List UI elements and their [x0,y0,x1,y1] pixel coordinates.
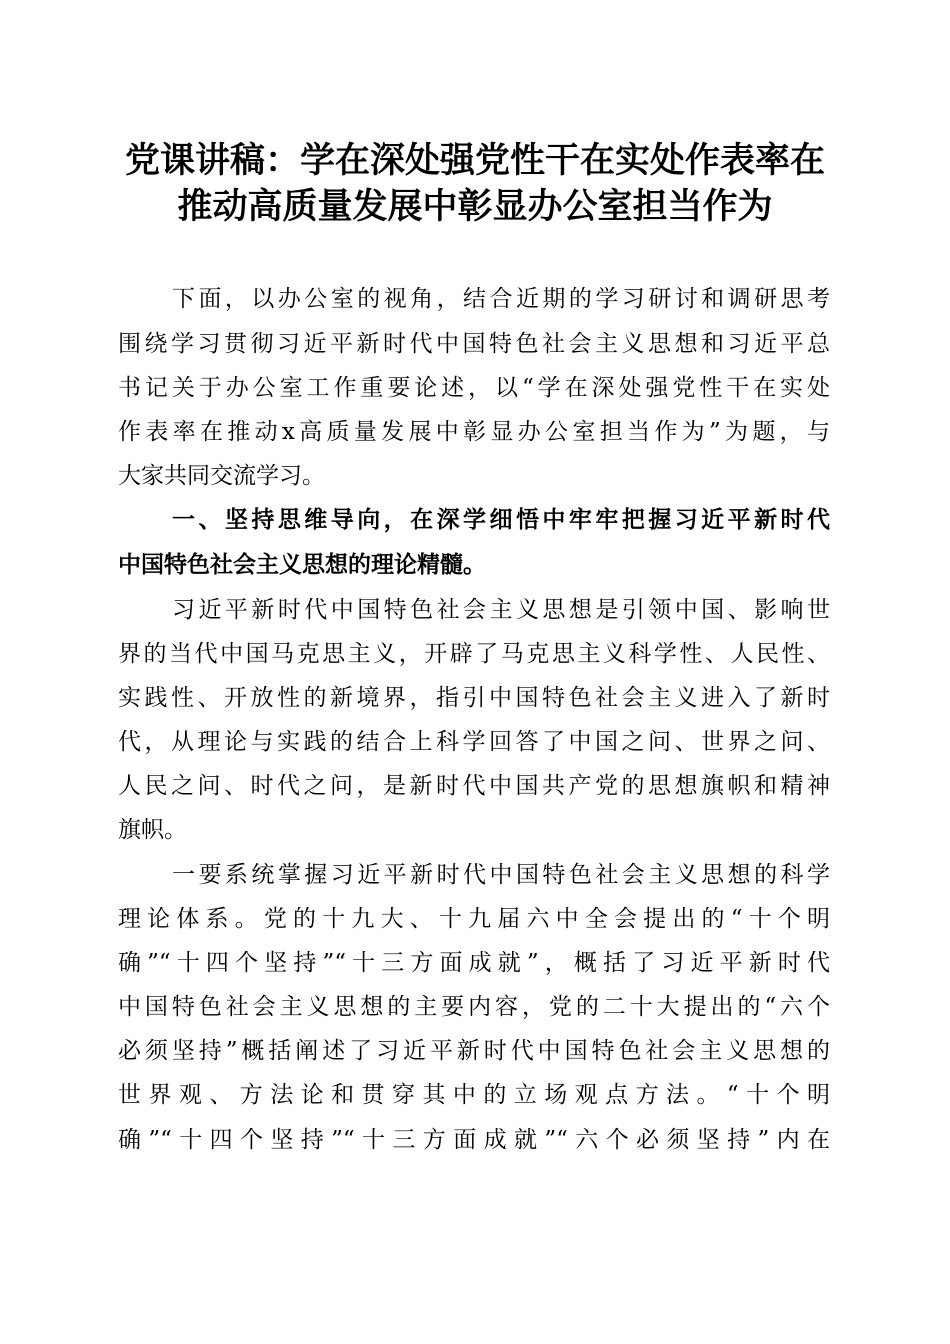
document-title-line-2: 推动高质量发展中彰显办公室担当作为 [177,186,773,227]
body-paragraph-line: 确”“十四个坚持”“十三方面成就”“六个必须坚持”内在 [118,1127,830,1153]
intro-paragraph-line: 书记关于办公室工作重要论述，以“学在深处强党性干在实处 [118,375,830,401]
body-paragraph-line: 中国特色社会主义思想的主要内容，党的二十大提出的“六个 [118,994,830,1020]
intro-paragraph-line: 下面，以办公室的视角，结合近期的学习研讨和调研思考 [172,286,830,312]
document-title-line-1: 党课讲稿：学在深处强党性干在实处作表率在 [124,140,825,181]
body-paragraph-line: 习近平新时代中国特色社会主义思想是引领中国、影响世 [172,597,830,623]
body-paragraph-line: 实践性、开放性的新境界，指引中国特色社会主义进入了新时 [118,685,830,711]
body-paragraph-line: 一要系统掌握习近平新时代中国特色社会主义思想的科学 [172,862,830,888]
body-paragraph-line: 必须坚持”概括阐述了习近平新时代中国特色社会主义思想的 [118,1038,830,1064]
section-heading-line: 一、坚持思维导向，在深学细悟中牢牢把握习近平新时代 [172,507,830,533]
intro-paragraph-line: 围绕学习贯彻习近平新时代中国特色社会主义思想和习近平总 [118,331,830,357]
body-paragraph-line: 理论体系。党的十九大、十九届六中全会提出的“十个明 [118,906,830,932]
section-heading-line: 中国特色社会主义思想的理论精髓。 [118,552,486,578]
intro-paragraph-line: 作表率在推动x高质量发展中彰显办公室担当作为”为题，与 [118,419,830,445]
body-paragraph-line: 代，从理论与实践的结合上科学回答了中国之问、世界之问、 [118,729,830,755]
intro-paragraph-line: 大家共同交流学习。 [118,463,325,489]
body-paragraph-line: 界的当代中国马克思主义，开辟了马克思主义科学性、人民性、 [118,641,830,667]
body-paragraph-line: 世界观、方法论和贯穿其中的立场观点方法。“十个明 [118,1082,830,1108]
body-paragraph-line: 旗帜。 [118,817,187,843]
body-paragraph-line: 人民之问、时代之问，是新时代中国共产党的思想旗帜和精神 [118,773,830,799]
body-paragraph-line: 确”“十四个坚持”“十三方面成就”，概括了习近平新时代 [118,950,830,976]
